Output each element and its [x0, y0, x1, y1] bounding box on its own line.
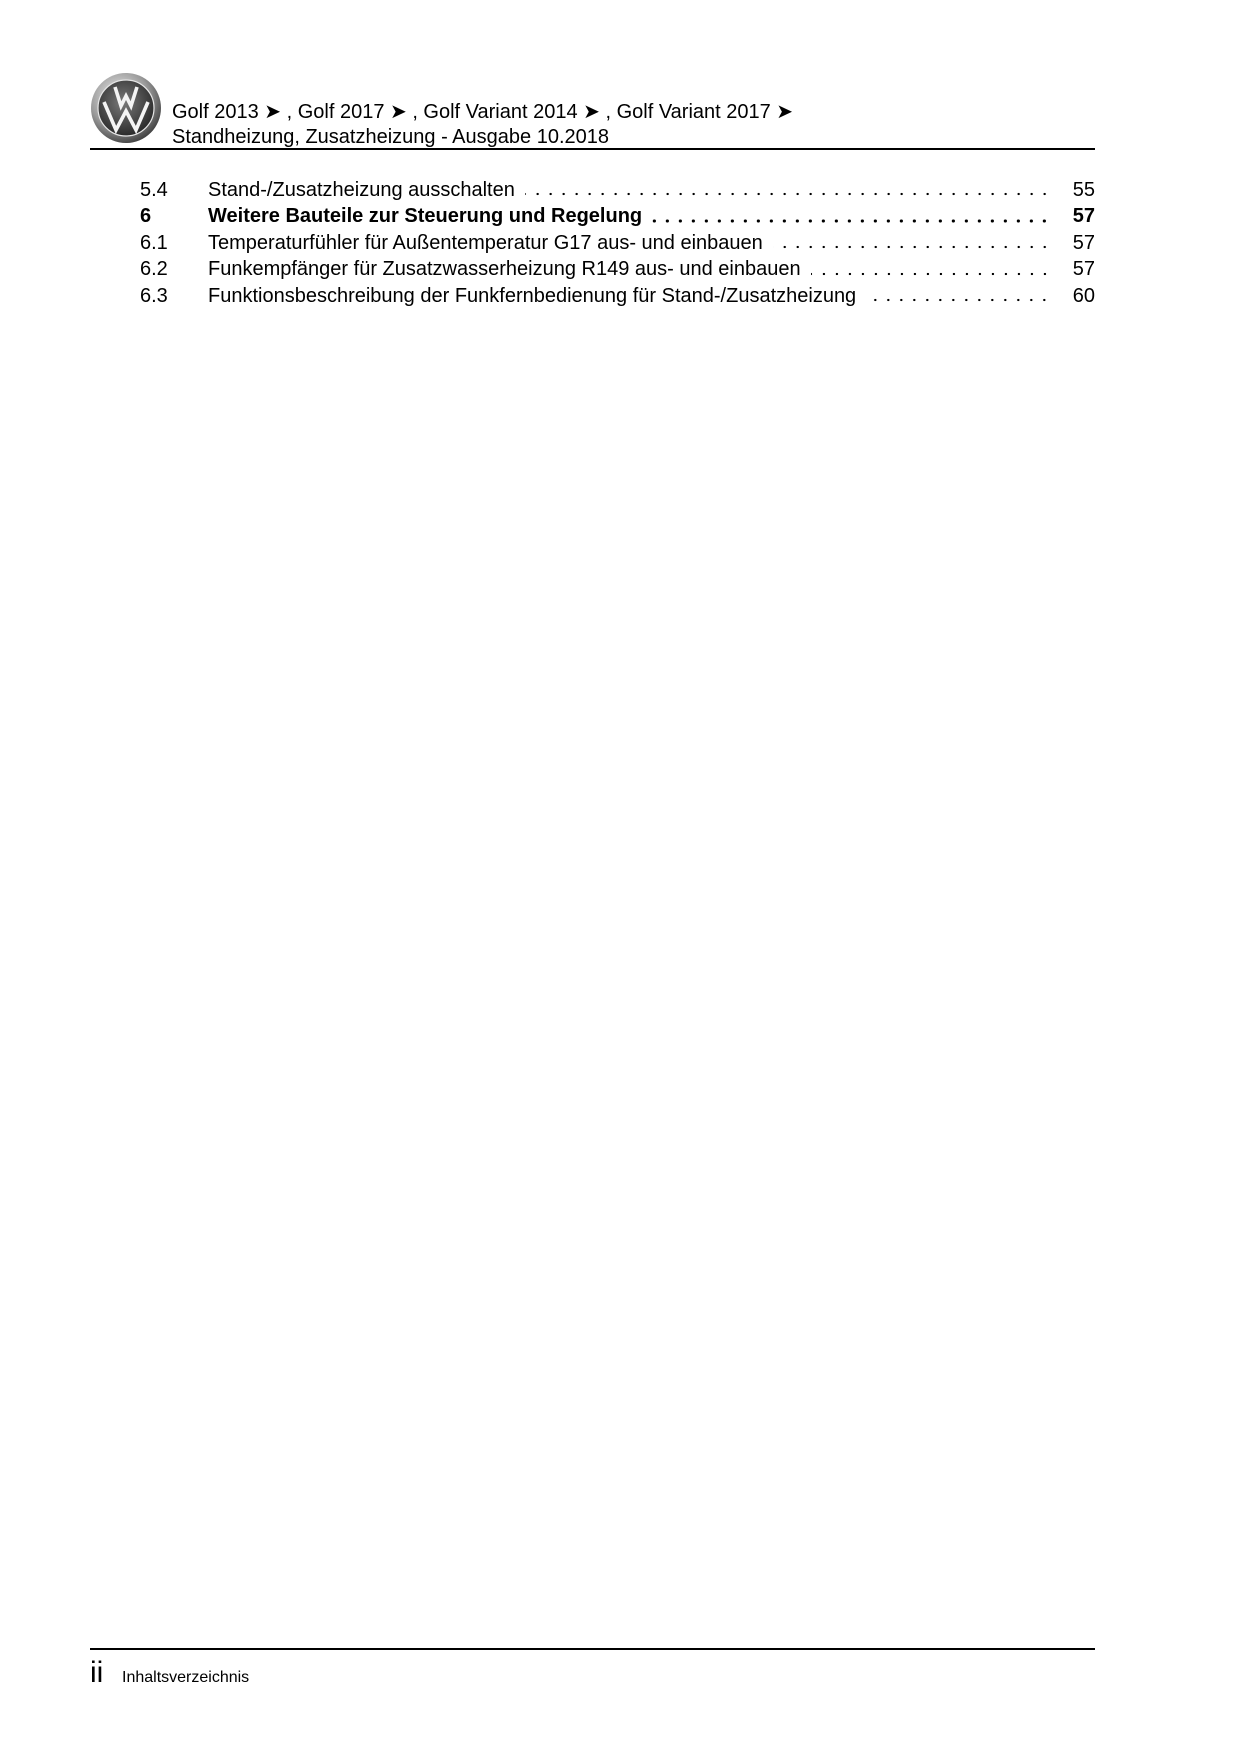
toc-entry-number: 6.2	[140, 258, 168, 281]
toc-entry-6-3[interactable]	[140, 283, 1095, 310]
vw-logo-icon	[90, 72, 162, 144]
toc-entry-title: Temperaturfühler für Außentemperatur G17 aus- und einbauen	[208, 231, 763, 254]
toc-dot-leader	[652, 211, 1051, 231]
table-of-contents	[140, 177, 1095, 310]
footer-page-number: ii	[90, 1656, 104, 1689]
toc-entry-title: Weitere Bauteile zur Steuerung und Regelung	[208, 205, 643, 228]
toc-entry-page: 60	[1072, 284, 1095, 307]
toc-entry-number: 6.3	[140, 284, 168, 307]
header-rule	[90, 148, 1095, 150]
toc-entry-5-4[interactable]	[140, 177, 1095, 204]
toc-entry-page: 55	[1072, 178, 1095, 201]
toc-entry-page: 57	[1072, 258, 1095, 281]
toc-entry-6-1[interactable]	[140, 230, 1095, 257]
toc-dot-leader	[811, 264, 1051, 284]
toc-entry-title: Funkempfänger für Zusatzwasserheizung R149 aus- und einbauen	[208, 258, 801, 281]
toc-entry-title: Stand-/Zusatzheizung ausschalten	[208, 178, 515, 201]
toc-entry-6[interactable]	[140, 204, 1095, 231]
footer-section-label: Inhaltsverzeichnis	[122, 1669, 250, 1686]
toc-entry-page: 57	[1072, 231, 1095, 254]
page-header	[90, 72, 1095, 152]
toc-entry-number: 6	[140, 205, 152, 228]
footer-rule	[90, 1648, 1095, 1650]
header-models-line: Golf 2013 ➤ , Golf 2017 ➤ , Golf Variant 2014 ➤ , Golf Variant 2017 ➤	[172, 101, 794, 123]
toc-entry-number: 6.1	[140, 231, 168, 254]
toc-dot-leader	[866, 290, 1051, 310]
header-subtitle-line: Standheizung, Zusatzheizung - Ausgabe 10.2018	[172, 126, 609, 148]
toc-entry-page: 57	[1072, 205, 1095, 228]
header-text	[172, 100, 793, 150]
toc-entry-number: 5.4	[140, 178, 168, 201]
toc-entry-6-2[interactable]	[140, 257, 1095, 284]
toc-entry-title: Funktionsbeschreibung der Funkfernbedienung für Stand-/Zusatzheizung	[208, 284, 857, 307]
toc-dot-leader	[525, 184, 1051, 204]
toc-dot-leader	[773, 237, 1051, 257]
